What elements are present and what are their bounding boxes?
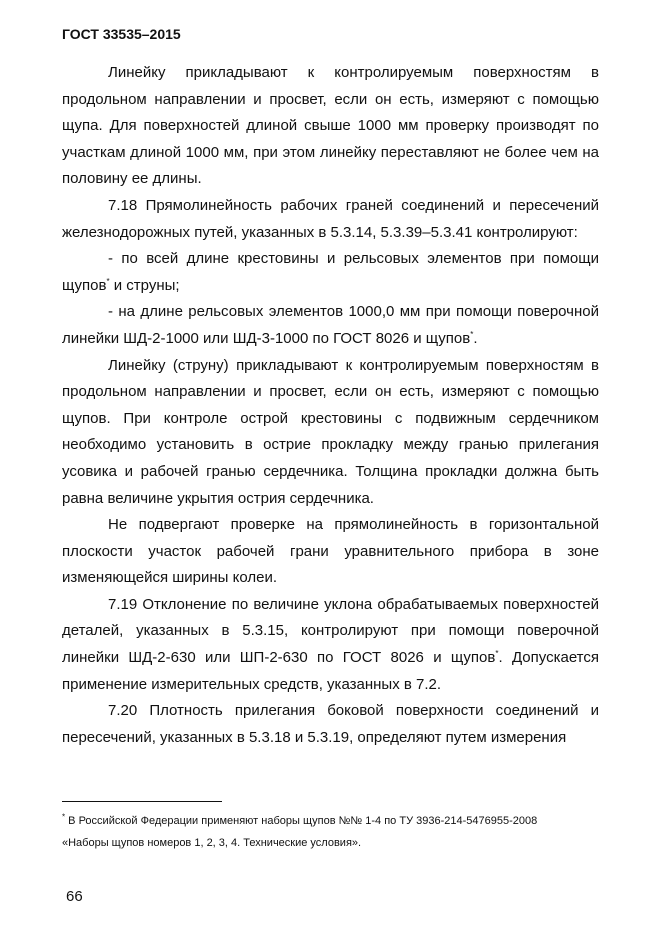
footnote-mark: * — [106, 276, 110, 286]
footnote — [62, 810, 602, 854]
list-item-crossing-length — [62, 246, 599, 299]
standard-header: ГОСТ 33535–2015 — [62, 26, 181, 42]
list-item-text: - по всей длине крестовины и рельсовых элементов при помощи щупов — [62, 250, 599, 294]
paragraph-text-end: . Допускается применение измерительных средств, указанных в 7.2. — [62, 649, 599, 693]
list-item-text-end: . — [473, 329, 478, 347]
paragraph-text: 7.19 Отклонение по величине уклона обрабатываемых поверхностей деталей, указанных в 5.3.15, контролируют при помощи поверочной линейки ШД-2-630 или ШП-2-630 по ГОСТ 8026 и щупов — [62, 595, 599, 667]
paragraph-ruler-string: Линейку (струну) прикладывают к контролируемым поверхностям в продольном направлении и просвет, если он есть, измеряют с помощью щупов. При контроле острой крестовины с подвижным сердечником необходимо установить в острие прокладку между гранью прилегания усовика и рабочей гранью сердечника. Толщина прокладки должна быть равна величине укрытия острия сердечника. — [62, 356, 599, 507]
body-text — [62, 60, 599, 751]
footnote-line-1 — [62, 810, 602, 832]
paragraph-7-20: 7.20 Плотность прилегания боковой поверхности соединений и пересечений, указанных в 5.3.18 и 5.3.19, определяют путем измерения — [62, 702, 599, 746]
footnote-mark: * — [495, 649, 499, 659]
paragraph-7-19 — [62, 592, 599, 698]
list-item-text-end: и струны; — [109, 276, 180, 294]
paragraph-ruler-application: Линейку прикладывают к контролируемым поверхностям в продольном направлении и просвет, если он есть, измеряют с помощью щупа. Для поверхностей длиной свыше 1000 мм проверку производят по участкам длиной 1000 мм, при этом линейку переставляют не более чем на половину ее длины. — [62, 64, 599, 188]
footnote-mark: * — [62, 812, 66, 822]
footnote-text: В Российской Федерации применяют наборы щупов №№ 1-4 по ТУ 3936-214-5476955-2008 — [65, 815, 538, 827]
footnote-mark: * — [470, 329, 474, 339]
paragraph-not-checked: Не подвергают проверке на прямолинейность в горизонтальной плоскости участок рабочей грани уравнительного прибора в зоне изменяющейся ширины колеи. — [62, 516, 599, 587]
footnote-divider — [62, 801, 222, 802]
footnote-line-2: «Наборы щупов номеров 1, 2, 3, 4. Технические условия». — [62, 837, 362, 849]
list-item-text: - на длине рельсовых элементов 1000,0 мм при помощи поверочной линейки ШД-2-1000 или ШД-3-1000 по ГОСТ 8026 и щупов — [62, 303, 599, 347]
list-item-rail-elements — [62, 299, 599, 352]
paragraph-7-18: 7.18 Прямолинейность рабочих граней соединений и пересечений железнодорожных путей, указанных в 5.3.14, 5.3.39–5.3.41 контролируют: — [62, 196, 599, 241]
page-number: 66 — [66, 888, 83, 905]
